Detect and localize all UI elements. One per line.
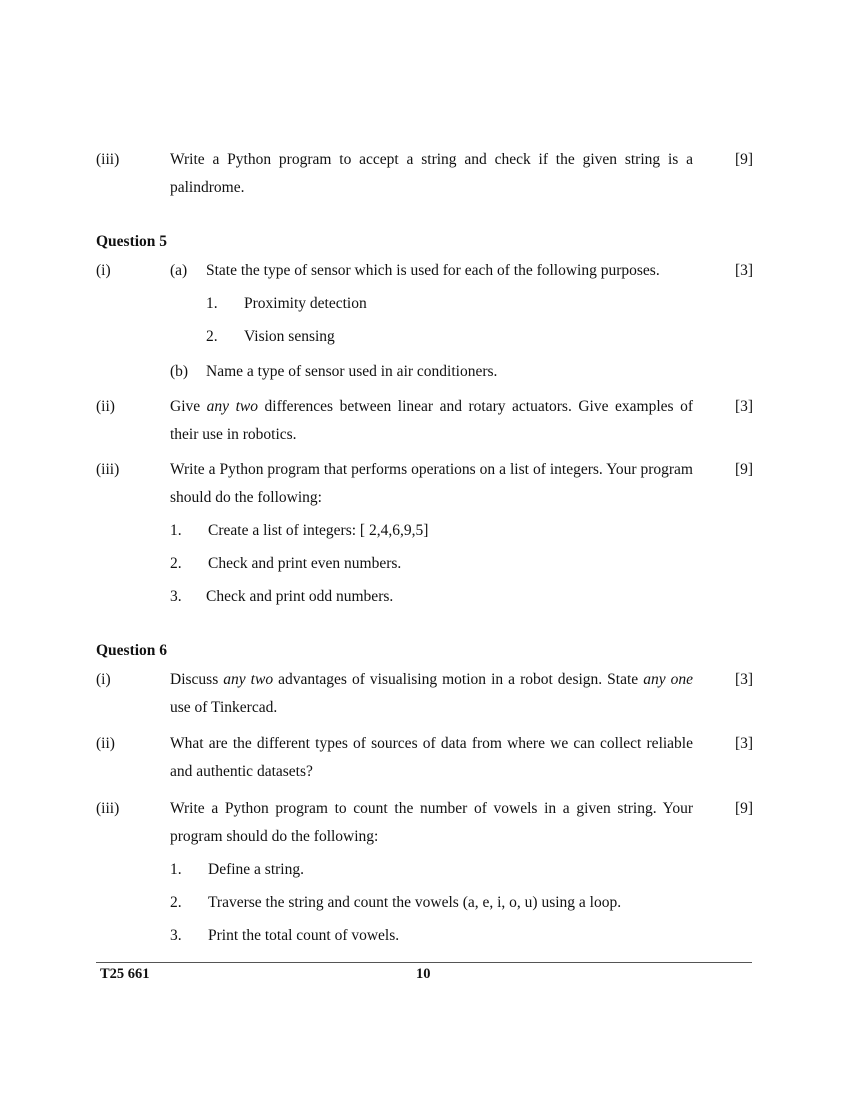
- list-item: Print the total count of vowels.: [208, 927, 400, 944]
- q4-iii-number: (iii): [96, 151, 120, 168]
- list-item: Traverse the string and count the vowels (a, e, i, o, u) using a loop.: [208, 894, 622, 911]
- q5-i-a-text: State the type of sensor which is used for each of the following purposes.: [206, 262, 660, 279]
- list-item: Check and print even numbers.: [208, 555, 402, 572]
- list-item: Proximity detection: [244, 295, 367, 312]
- list-item-number: 3.: [170, 927, 182, 944]
- q6-i-number: (i): [96, 671, 111, 688]
- q5-iii-text: Write a Python program that performs operations on a list of integers. Your program should do the following:: [170, 461, 693, 506]
- q6-heading: Question 6: [96, 642, 168, 659]
- footer-page-number: 10: [416, 966, 431, 982]
- q5-i-a-label: (a): [170, 262, 188, 279]
- list-item-number: 1.: [206, 295, 218, 312]
- q6-i-emphasis-1: any two: [223, 671, 274, 688]
- list-item: Check and print odd numbers.: [206, 588, 394, 605]
- q5-ii-marks: [3]: [735, 398, 754, 415]
- q4-iii-text: Write a Python program to accept a string and check if the given string is a palindrome.: [170, 151, 693, 196]
- q5-i-b-text: Name a type of sensor used in air conditioners.: [206, 363, 498, 380]
- q6-iii-text: Write a Python program to count the number of vowels in a given string. Your program should do the following:: [170, 800, 693, 845]
- q6-iii-marks: [9]: [735, 800, 754, 817]
- q5-iii-number: (iii): [96, 461, 120, 478]
- q5-heading: Question 5: [96, 233, 168, 250]
- q6-i-marks: [3]: [735, 671, 754, 688]
- list-item-number: 1.: [170, 861, 182, 878]
- q5-iii-marks: [9]: [735, 461, 754, 478]
- q6-iii-number: (iii): [96, 800, 120, 817]
- list-item: Create a list of integers: [ 2,4,6,9,5]: [208, 522, 429, 539]
- q6-i-text: Discuss any two advantages of visualising motion in a robot design. State any one use of Tinkercad.: [170, 671, 693, 716]
- q5-ii-number: (ii): [96, 398, 115, 415]
- footer-paper-code: T25 661: [100, 966, 150, 982]
- q5-ii-text: Give any two differences between linear and rotary actuators. Give examples of their use in robotics.: [170, 398, 693, 443]
- list-item-number: 2.: [170, 555, 182, 572]
- q6-ii-number: (ii): [96, 735, 115, 752]
- list-item-number: 2.: [206, 328, 218, 345]
- q5-i-marks: [3]: [735, 262, 754, 279]
- q5-ii-emphasis: any two: [206, 398, 258, 415]
- q6-ii-text: What are the different types of sources of data from where we can collect reliable and authentic datasets?: [170, 735, 693, 780]
- list-item: Define a string.: [208, 861, 304, 878]
- q6-i-emphasis-2: any one: [643, 671, 693, 688]
- list-item-number: 1.: [170, 522, 182, 539]
- list-item-number: 2.: [170, 894, 182, 911]
- footer-divider: [96, 962, 752, 963]
- q6-ii-marks: [3]: [735, 735, 754, 752]
- q5-i-b-label: (b): [170, 363, 189, 380]
- list-item: Vision sensing: [244, 328, 335, 345]
- list-item-number: 3.: [170, 588, 182, 605]
- q5-i-number: (i): [96, 262, 111, 279]
- q4-iii-marks: [9]: [735, 151, 754, 168]
